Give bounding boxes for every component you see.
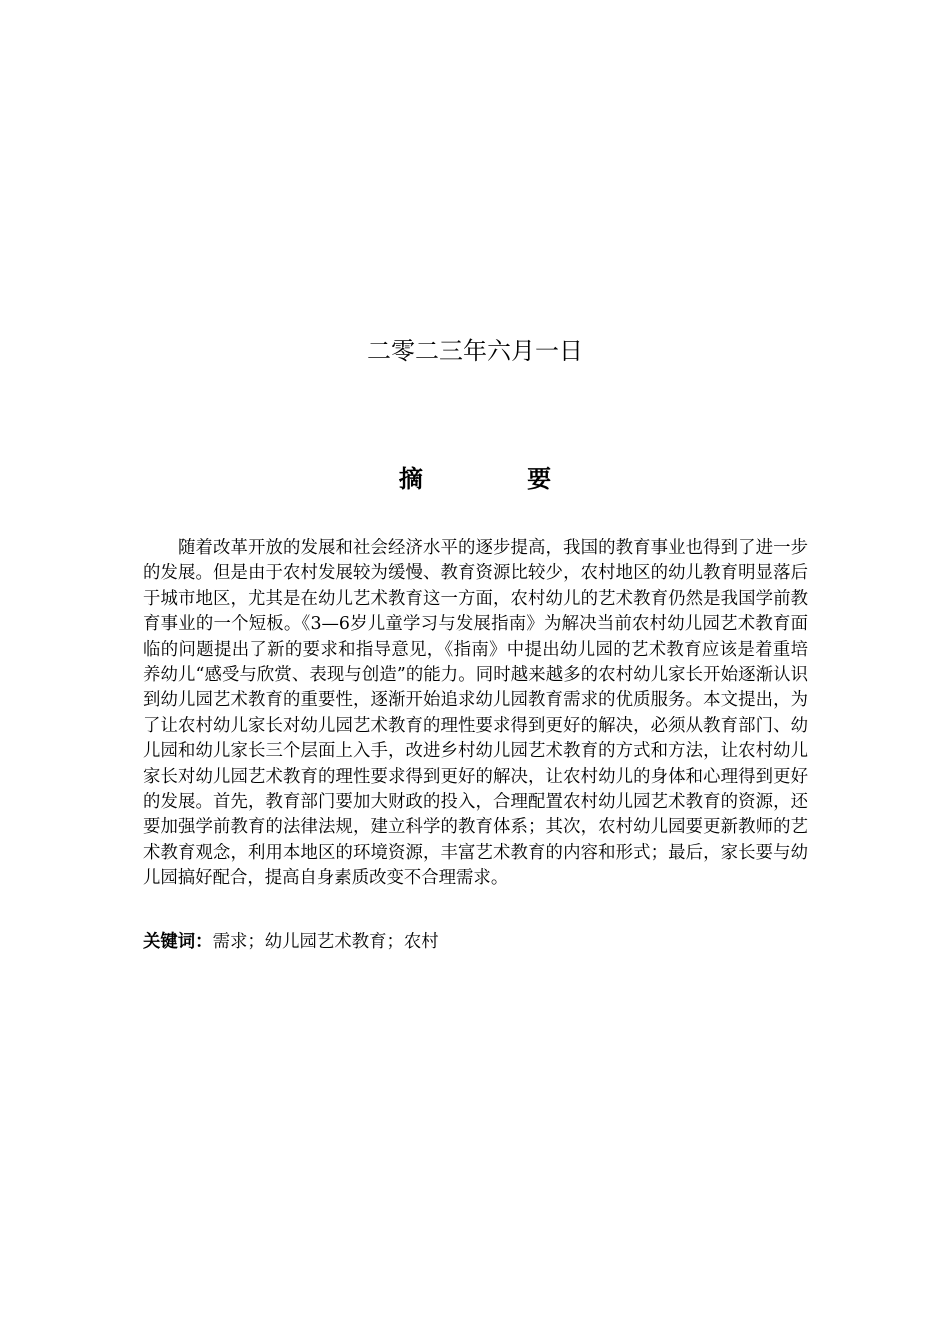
abstract-heading: 摘 要 xyxy=(398,465,600,493)
keywords-value: 需求；幼儿园艺术教育；农村 xyxy=(212,932,439,952)
abstract-body: 随着改革开放的发展和社会经济水平的逐步提高，我国的教育事业也得到了进一步的发展。但是由于农村发展较为缓慢、教育资源比较少，农村地区的幼儿教育明显落后于城市地区，尤其是在幼儿艺术教育这一方面，农村幼儿的艺术教育仍然是我国学前教育事业的一个短板。《3—6岁儿童学习与发展指南》为解决当前农村幼儿园艺术教育面临的问题提出了新的要求和指导意见，《指南》中提出幼儿园的艺术教育应该是着重培养幼儿“感受与欣赏、表现与创造”的能力。同时越来越多的农村幼儿家长开始逐渐认识到幼儿园艺术教育的重要性，逐渐开始追求幼儿园教育需求的优质服务。本文提出，为了让农村幼儿家长对幼儿园艺术教育的理性要求得到更好的解决，必须从教育部门、幼儿园和幼儿家长三个层面上入手，改进乡村幼儿园艺术教育的方式和方法，让农村幼儿家长对幼儿园艺术教育的理性要求得到更好的解决，让农村幼儿的身体和心理得到更好的发展。首先，教育部门要加大财政的投入，合理配置农村幼儿园艺术教育的资源，还要加强学前教育的法律法规，建立科学的教育体系；其次，农村幼儿园要更新教师的艺术教育观念，利用本地区的环境资源，丰富艺术教育的内容和形式；最后，家长要与幼儿园搞好配合，提高自身素质改变不合理需求。 xyxy=(143,538,808,889)
keywords-label: 关键词： xyxy=(143,932,213,952)
document-date: 二零二三年六月一日 xyxy=(367,337,583,365)
keywords-line xyxy=(143,930,808,955)
